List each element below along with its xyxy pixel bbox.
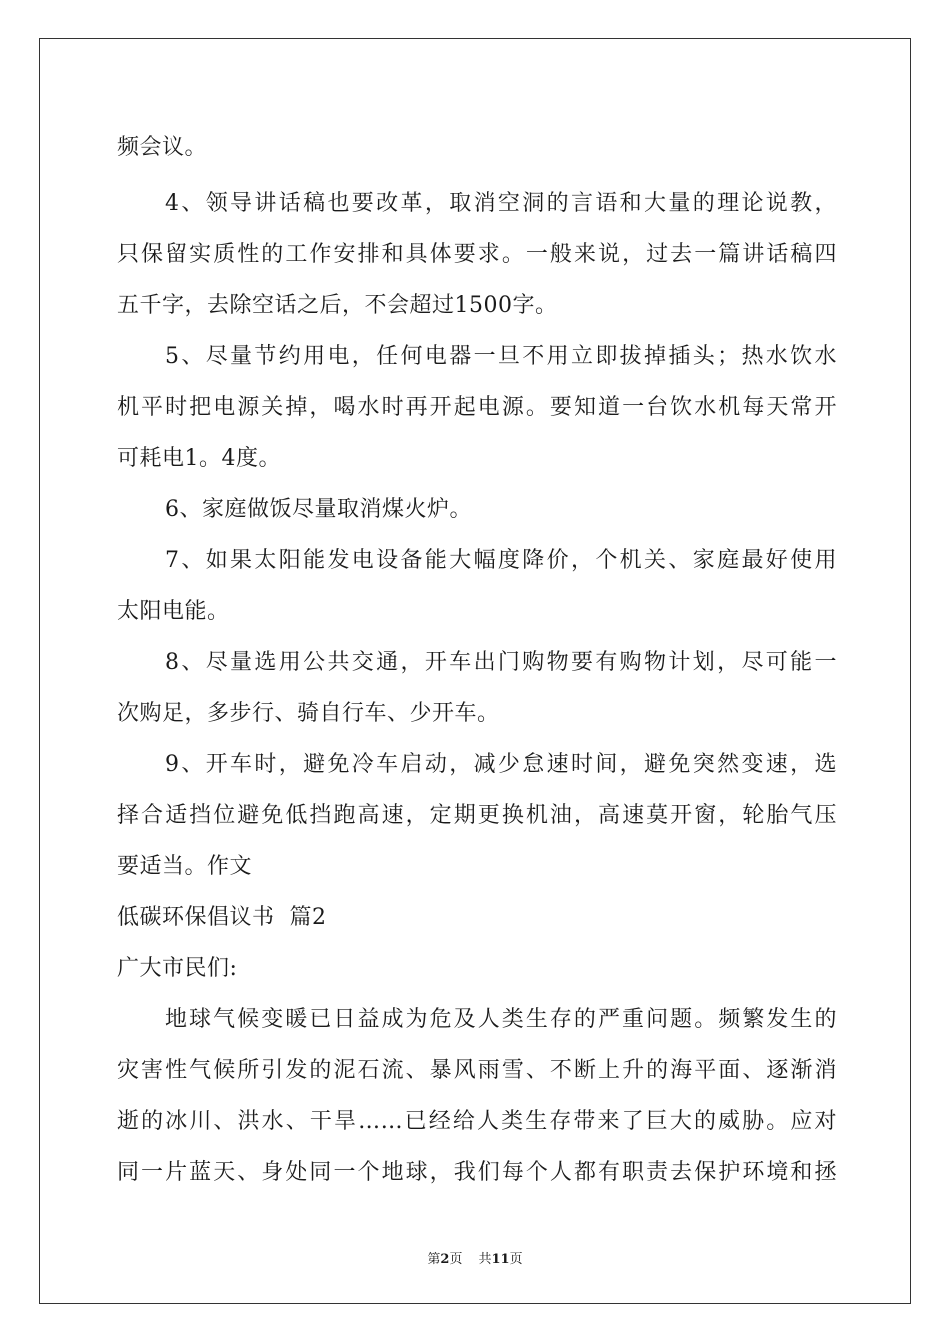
text-line: 同一片蓝天、身处同一个地球，我们每个人都有职责去保护环境和拯: [117, 1160, 837, 1185]
section-heading: 低碳环保倡议书 篇2: [117, 905, 327, 930]
total-pages: 11: [491, 1252, 510, 1267]
text-line: 地球气候变暖已日益成为危及人类生存的严重问题。频繁发生的: [165, 1007, 837, 1032]
page-number: 2: [440, 1252, 450, 1267]
text-line: 9、开车时，避免冷车启动，减少怠速时间，避免突然变速，选: [165, 752, 837, 777]
text-line: 要适当。作文: [117, 854, 253, 879]
text-line: 次购足，多步行、骑自行车、少开车。: [117, 701, 500, 726]
text-line: 只保留实质性的工作安排和具体要求。一般来说，过去一篇讲话稿四: [117, 242, 837, 267]
page-footer: [0, 1248, 950, 1267]
text-line: 8、尽量选用公共交通，开车出门购物要有购物计划，尽可能一: [165, 650, 837, 675]
salutation: 广大市民们:: [117, 956, 238, 981]
text-line: 机平时把电源关掉，喝水时再开起电源。要知道一台饮水机每天常开: [117, 395, 837, 420]
text-line: 6、家庭做饭尽量取消煤火炉。: [165, 497, 472, 522]
page-prefix: 第: [427, 1252, 441, 1267]
text-line: 4、领导讲话稿也要改革，取消空洞的言语和大量的理论说教，: [165, 191, 837, 216]
page-suffix: 页: [449, 1252, 463, 1267]
total-suffix: 页: [509, 1252, 523, 1267]
text-line: 太阳电能。: [117, 599, 230, 624]
text-line: 逝的冰川、洪水、干旱……已经给人类生存带来了巨大的威胁。应对: [117, 1109, 837, 1134]
text-line: 五千字，去除空话之后，不会超过1500字。: [117, 293, 558, 318]
text-line: 5、尽量节约用电，任何电器一旦不用立即拔掉插头；热水饮水: [165, 344, 837, 369]
text-line: 择合适挡位避免低挡跑高速，定期更换机油，高速莫开窗，轮胎气压: [117, 803, 837, 828]
text-line: 可耗电1。4度。: [117, 446, 281, 471]
text-line: 灾害性气候所引发的泥石流、暴风雨雪、不断上升的海平面、逐渐消: [117, 1058, 837, 1083]
text-line: 频会议。: [117, 135, 208, 160]
total-prefix: 共: [478, 1252, 492, 1267]
text-line: 7、如果太阳能发电设备能大幅度降价，个机关、家庭最好使用: [165, 548, 837, 573]
